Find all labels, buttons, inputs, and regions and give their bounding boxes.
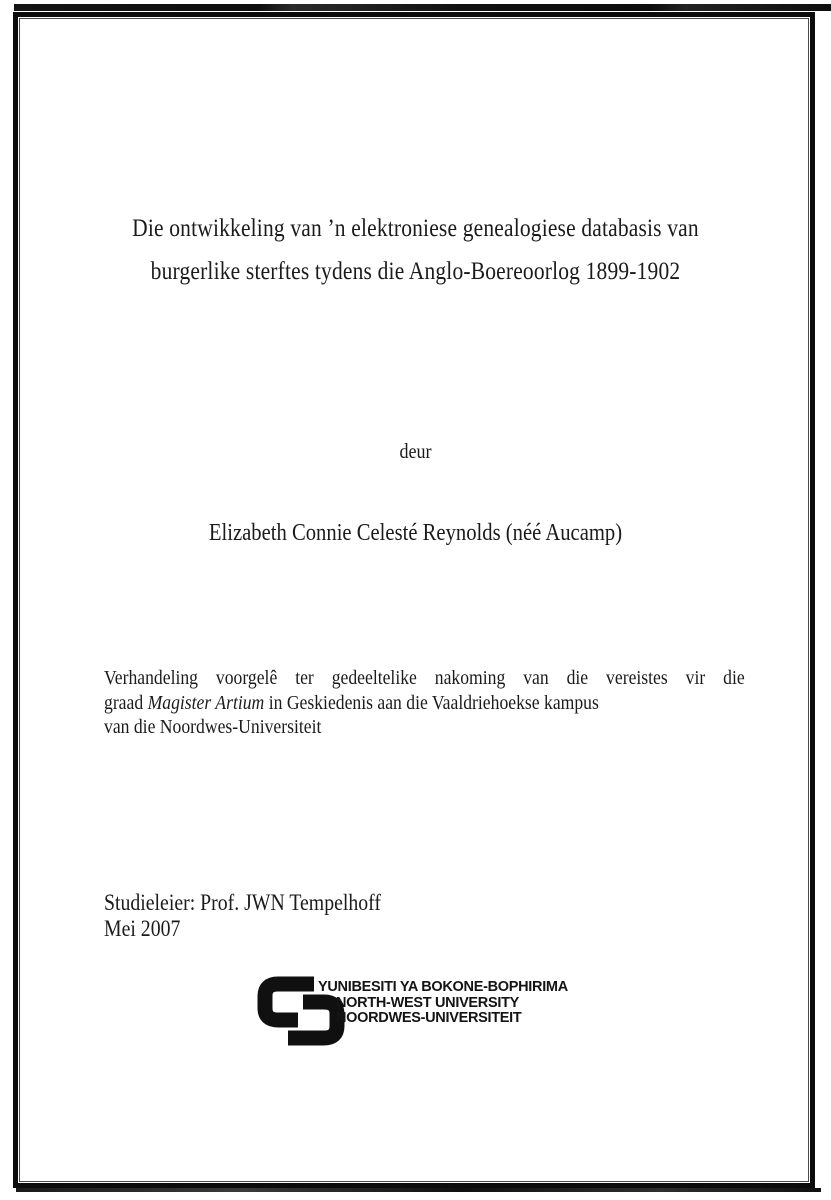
scan-artifact-top-strip [14, 4, 831, 11]
thesis-title-line1: Die ontwikkeling van ’n elektroniese genealogiese databasis van [132, 215, 699, 242]
supervisor-line: Studieleier: Prof. JWN Tempelhoff [104, 890, 381, 915]
byline-label: deur [399, 439, 432, 463]
degree-statement-line2-pre: graad [104, 691, 148, 714]
university-logo-text [318, 980, 568, 1027]
logo-line-setswana: YUNIBESITI YA BOKONE-BOPHIRIMA [318, 979, 568, 995]
thesis-title-line2: burgerlike sterftes tydens die Anglo-Boereoorlog 1899-1902 [150, 258, 681, 285]
degree-name-italic: Magister Artium [147, 691, 265, 714]
degree-statement-line2-post: in Geskiedenis aan die Vaaldriehoekse kampus [264, 691, 599, 714]
author-name: Elizabeth Connie Celesté Reynolds (néé Aucamp) [208, 520, 623, 546]
degree-statement-line1: Verhandeling voorgelê ter gedeeltelike nakoming van die vereistes vir die [104, 667, 745, 689]
degree-statement [104, 666, 745, 740]
thesis-title [58, 207, 773, 293]
degree-statement-line2 [104, 691, 745, 716]
scan-artifact-bottom-strip [16, 1188, 821, 1192]
university-logo [257, 972, 597, 1052]
degree-statement-line3: van die Noordwes-Universiteit [104, 716, 322, 738]
date-line: Mei 2007 [104, 916, 181, 941]
logo-line-english: NORTH-WEST UNIVERSITY [336, 994, 520, 1011]
supervisor-block [104, 890, 381, 942]
logo-line-afrikaans: NOORDWES-UNIVERSITEIT [336, 1010, 522, 1026]
